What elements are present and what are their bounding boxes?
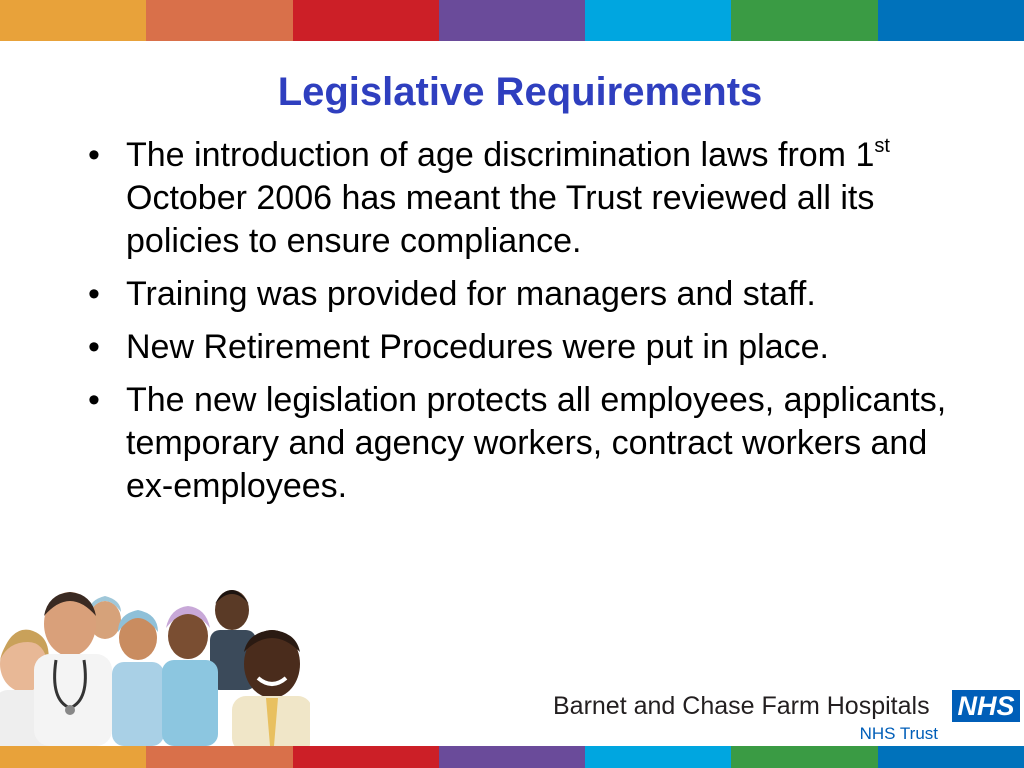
bullet-item (88, 134, 968, 263)
stripe-purple (439, 746, 585, 768)
stripe-red (293, 746, 439, 768)
bottom-color-stripe (0, 746, 1024, 768)
stripe-coral (146, 746, 292, 768)
slide-title: Legislative Requirements (277, 70, 763, 114)
stripe-blue (878, 746, 1024, 768)
bullet-dot: • (88, 275, 100, 313)
stripe-purple (439, 0, 585, 41)
bullet-superscript: st (874, 135, 890, 157)
stripe-green (731, 746, 877, 768)
bullet-list (88, 134, 968, 518)
organisation-name: Barnet and Chase Farm Hospitals (553, 692, 930, 720)
bullet-text: Training was provided for managers and staff. (126, 275, 816, 313)
bullet-dot: • (88, 381, 100, 419)
stripe-cyan (585, 0, 731, 41)
bullet-dot: • (88, 136, 100, 174)
top-color-stripe (0, 0, 1024, 41)
stripe-orange (0, 746, 146, 768)
stripe-blue (878, 0, 1024, 41)
stripe-green (731, 0, 877, 41)
staff-group-photo (0, 580, 310, 746)
bullet-text: The new legislation protects all employees, applicants, temporary and agency workers, contract workers and ex-employees. (126, 381, 947, 505)
bullet-dot: • (88, 328, 100, 366)
bullet-item (88, 326, 968, 369)
bullet-text: New Retirement Procedures were put in place. (126, 328, 829, 366)
stripe-orange (0, 0, 146, 41)
bullet-text: The introduction of age discrimination laws from 1 (126, 136, 875, 174)
stripe-coral (146, 0, 292, 41)
nhs-trust-label: NHS Trust (859, 724, 938, 743)
stripe-cyan (585, 746, 731, 768)
bullet-item (88, 379, 968, 508)
nhs-logo-badge: NHS (952, 690, 1020, 722)
bullet-text-continued: October 2006 has meant the Trust reviewed all its policies to ensure compliance. (126, 179, 875, 260)
bullet-item (88, 273, 968, 316)
stripe-red (293, 0, 439, 41)
